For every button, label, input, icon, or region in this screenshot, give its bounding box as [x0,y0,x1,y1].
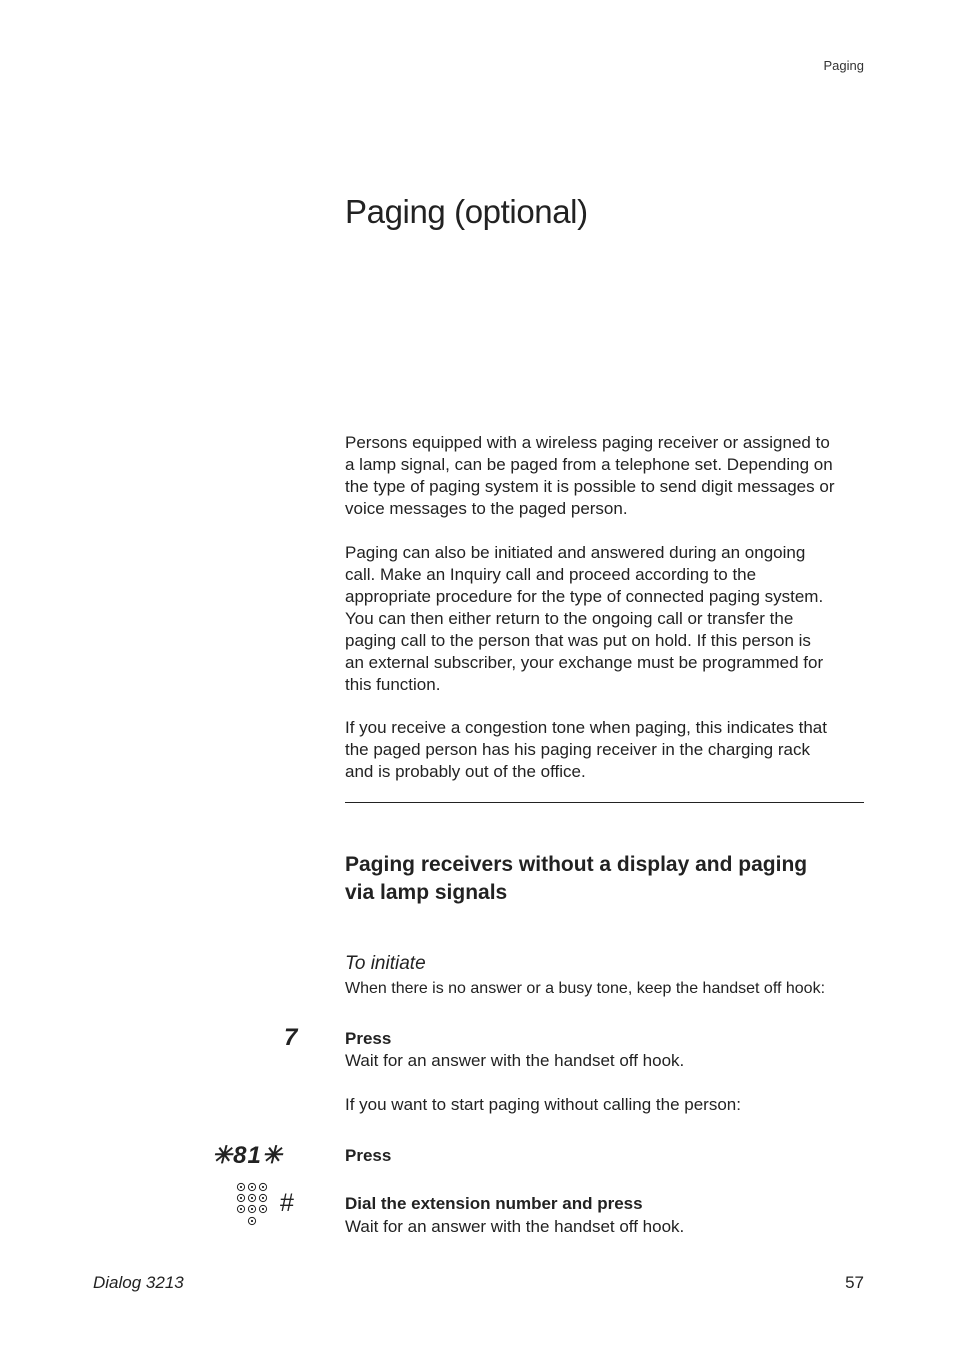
subheading-to-initiate: To initiate [345,953,426,974]
key-sequence-star-81-star-icon: ✳81✳ [212,1142,283,1169]
intro-paragraph-1 [345,432,867,520]
text-line: and is probably out of the office. [345,762,586,781]
text-line: the paged person has his paging receiver in the charging rack [345,740,810,759]
initiate-note: When there is no answer or a busy tone, keep the handset off hook: [345,980,826,997]
text-line: You can then either return to the ongoing call or transfer the [345,609,794,628]
paging-without-call-note: If you want to start paging without calling the person: [345,1095,741,1114]
step1-action: Press [345,1029,392,1048]
text-line: Paging can also be initiated and answered during an ongoing [345,543,806,562]
key-7-icon: 7 [284,1024,298,1051]
running-header: Paging [823,58,864,73]
section-heading [345,851,865,907]
step3-action: Dial the extension number and press [345,1194,643,1213]
text-line: this function. [345,675,441,694]
text-line: appropriate procedure for the type of connected paging system. [345,587,824,606]
text-line: call. Make an Inquiry call and proceed according to the [345,565,757,584]
heading-line: Paging receivers without a display and paging [345,853,808,876]
text-line: Persons equipped with a wireless paging receiver or assigned to [345,433,830,452]
intro-paragraph-2 [345,542,867,696]
text-line: paging call to the person that was put on hold. If this person is [345,631,811,650]
page-title: Paging (optional) [345,193,588,230]
footer-product-name: Dialog 3213 [93,1273,184,1292]
heading-line: via lamp signals [345,881,508,904]
text-line: If you receive a congestion tone when paging, this indicates that [345,718,827,737]
text-line: voice messages to the paged person. [345,499,628,518]
step2-action: Press [345,1146,392,1165]
text-line: the type of paging system it is possible to send digit messages or [345,477,835,496]
text-line: an external subscriber, your exchange must be programmed for [345,653,824,672]
keypad-icon [232,1181,276,1234]
page-number: 57 [845,1273,864,1292]
intro-paragraph-3 [345,717,867,783]
step3-detail: Wait for an answer with the handset off hook. [345,1217,685,1236]
hash-key-icon: # [280,1189,294,1217]
text-line: a lamp signal, can be paged from a telephone set. Depending on [345,455,833,474]
section-divider [345,802,864,803]
step1-detail: Wait for an answer with the handset off hook. [345,1051,685,1070]
